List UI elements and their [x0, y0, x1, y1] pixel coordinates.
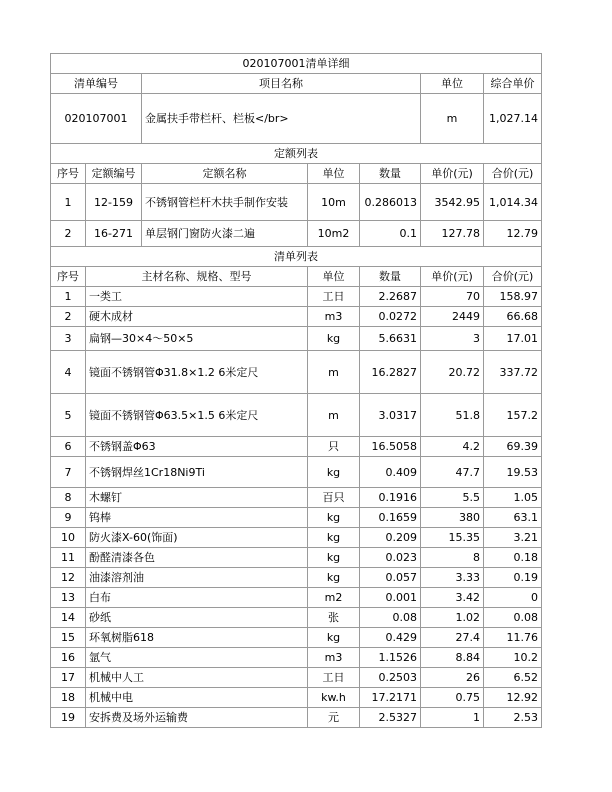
quota-row — [51, 184, 542, 221]
material-total: 11.76 — [484, 628, 542, 648]
material-seq: 4 — [51, 351, 86, 394]
material-seq: 19 — [51, 708, 86, 728]
material-price: 51.8 — [421, 394, 484, 437]
quota-total: 12.79 — [484, 221, 542, 247]
quota-section-title: 定额列表 — [51, 144, 542, 164]
material-qty: 2.2687 — [360, 287, 421, 307]
material-name: 油漆溶剂油 — [86, 568, 308, 588]
material-seq-header: 序号 — [51, 267, 86, 287]
material-unit: kg — [308, 628, 360, 648]
material-unit: m — [308, 394, 360, 437]
material-row — [51, 307, 542, 327]
material-seq: 5 — [51, 394, 86, 437]
material-qty: 0.08 — [360, 608, 421, 628]
material-row — [51, 351, 542, 394]
material-qty: 0.023 — [360, 548, 421, 568]
material-price: 0.75 — [421, 688, 484, 708]
material-price: 8 — [421, 548, 484, 568]
quota-row — [51, 221, 542, 247]
bill-name-header: 项目名称 — [142, 74, 421, 94]
material-qty: 0.429 — [360, 628, 421, 648]
material-price: 8.84 — [421, 648, 484, 668]
material-row — [51, 688, 542, 708]
bill-unit-header: 单位 — [421, 74, 484, 94]
material-price: 3 — [421, 327, 484, 351]
bill-name: 金属扶手带栏杆、栏板</br> — [142, 94, 421, 144]
bill-price-header: 综合单价 — [484, 74, 542, 94]
page-title: 020107001清单详细 — [51, 54, 542, 74]
material-name: 砂纸 — [86, 608, 308, 628]
quota-name: 不锈钢管栏杆木扶手制作安装 — [142, 184, 308, 221]
material-total: 2.53 — [484, 708, 542, 728]
material-row — [51, 488, 542, 508]
material-qty: 5.6631 — [360, 327, 421, 351]
material-total-header: 合价(元) — [484, 267, 542, 287]
quota-name: 单层钢门窗防火漆二遍 — [142, 221, 308, 247]
material-total: 337.72 — [484, 351, 542, 394]
material-name: 机械中电 — [86, 688, 308, 708]
material-unit: m2 — [308, 588, 360, 608]
material-seq: 9 — [51, 508, 86, 528]
material-seq: 8 — [51, 488, 86, 508]
material-seq: 17 — [51, 668, 86, 688]
material-qty: 0.1916 — [360, 488, 421, 508]
bill-code-header: 清单编号 — [51, 74, 142, 94]
material-total: 66.68 — [484, 307, 542, 327]
material-name: 木螺钉 — [86, 488, 308, 508]
material-seq: 2 — [51, 307, 86, 327]
material-name: 不锈钢盖Φ63 — [86, 437, 308, 457]
material-unit: kg — [308, 508, 360, 528]
material-qty: 16.2827 — [360, 351, 421, 394]
quota-code-header: 定额编号 — [86, 164, 142, 184]
quota-unit-header: 单位 — [308, 164, 360, 184]
material-total: 69.39 — [484, 437, 542, 457]
material-row — [51, 648, 542, 668]
material-name: 安拆费及场外运输费 — [86, 708, 308, 728]
material-name: 酚醛清漆各色 — [86, 548, 308, 568]
material-total: 12.92 — [484, 688, 542, 708]
material-total: 3.21 — [484, 528, 542, 548]
quota-price: 3542.95 — [421, 184, 484, 221]
material-price: 1 — [421, 708, 484, 728]
material-price: 47.7 — [421, 457, 484, 488]
quota-name-header: 定额名称 — [142, 164, 308, 184]
material-name: 不锈钢焊丝1Cr18Ni9Ti — [86, 457, 308, 488]
material-row — [51, 668, 542, 688]
material-total: 19.53 — [484, 457, 542, 488]
material-name: 环氧树脂618 — [86, 628, 308, 648]
material-row — [51, 588, 542, 608]
material-price: 5.5 — [421, 488, 484, 508]
material-qty: 0.057 — [360, 568, 421, 588]
material-name: 镜面不锈钢管Φ31.8×1.2 6米定尺 — [86, 351, 308, 394]
material-name: 钨棒 — [86, 508, 308, 528]
material-unit-header: 单位 — [308, 267, 360, 287]
material-seq: 14 — [51, 608, 86, 628]
quota-price-header: 单价(元) — [421, 164, 484, 184]
material-unit: kg — [308, 528, 360, 548]
quota-unit: 10m — [308, 184, 360, 221]
material-price: 2449 — [421, 307, 484, 327]
material-price: 15.35 — [421, 528, 484, 548]
material-price: 26 — [421, 668, 484, 688]
material-price: 1.02 — [421, 608, 484, 628]
quota-total-header: 合价(元) — [484, 164, 542, 184]
material-unit: 张 — [308, 608, 360, 628]
material-name: 镜面不锈钢管Φ63.5×1.5 6米定尺 — [86, 394, 308, 437]
bill-price: 1,027.14 — [484, 94, 542, 144]
material-unit: 元 — [308, 708, 360, 728]
material-total: 1.05 — [484, 488, 542, 508]
material-qty: 0.209 — [360, 528, 421, 548]
bill-detail-table — [50, 53, 542, 728]
bill-code: 020107001 — [51, 94, 142, 144]
material-row — [51, 528, 542, 548]
quota-qty: 0.286013 — [360, 184, 421, 221]
materials-section-row — [51, 247, 542, 267]
material-qty: 2.5327 — [360, 708, 421, 728]
material-name: 氩气 — [86, 648, 308, 668]
material-seq: 3 — [51, 327, 86, 351]
material-unit: 工日 — [308, 287, 360, 307]
quota-section-row — [51, 144, 542, 164]
materials-section-title: 清单列表 — [51, 247, 542, 267]
material-name: 机械中人工 — [86, 668, 308, 688]
material-row — [51, 508, 542, 528]
material-total: 63.1 — [484, 508, 542, 528]
quota-qty-header: 数量 — [360, 164, 421, 184]
bill-unit: m — [421, 94, 484, 144]
material-unit: 工日 — [308, 668, 360, 688]
material-name: 一类工 — [86, 287, 308, 307]
material-price-header: 单价(元) — [421, 267, 484, 287]
material-unit: m3 — [308, 648, 360, 668]
material-unit: kg — [308, 327, 360, 351]
material-seq: 15 — [51, 628, 86, 648]
material-price: 20.72 — [421, 351, 484, 394]
material-unit: m — [308, 351, 360, 394]
material-row — [51, 457, 542, 488]
material-unit: kg — [308, 548, 360, 568]
material-row — [51, 708, 542, 728]
material-qty: 17.2171 — [360, 688, 421, 708]
material-row — [51, 568, 542, 588]
material-unit: 百只 — [308, 488, 360, 508]
material-qty: 16.5058 — [360, 437, 421, 457]
material-seq: 6 — [51, 437, 86, 457]
material-row — [51, 608, 542, 628]
material-seq: 7 — [51, 457, 86, 488]
material-qty: 0.0272 — [360, 307, 421, 327]
material-price: 27.4 — [421, 628, 484, 648]
title-row — [51, 54, 542, 74]
material-seq: 1 — [51, 287, 86, 307]
quota-unit: 10m2 — [308, 221, 360, 247]
material-price: 3.42 — [421, 588, 484, 608]
material-qty: 3.0317 — [360, 394, 421, 437]
material-total: 158.97 — [484, 287, 542, 307]
quota-seq-header: 序号 — [51, 164, 86, 184]
material-row — [51, 437, 542, 457]
material-qty: 1.1526 — [360, 648, 421, 668]
material-qty: 0.001 — [360, 588, 421, 608]
material-total: 0.19 — [484, 568, 542, 588]
material-seq: 13 — [51, 588, 86, 608]
material-total: 10.2 — [484, 648, 542, 668]
material-total: 157.2 — [484, 394, 542, 437]
material-unit: kg — [308, 457, 360, 488]
material-row — [51, 628, 542, 648]
material-total: 0 — [484, 588, 542, 608]
material-unit: 只 — [308, 437, 360, 457]
material-name: 防火漆X-60(饰面) — [86, 528, 308, 548]
material-row — [51, 287, 542, 307]
quota-price: 127.78 — [421, 221, 484, 247]
material-seq: 18 — [51, 688, 86, 708]
quota-code: 16-271 — [86, 221, 142, 247]
quota-seq: 2 — [51, 221, 86, 247]
quota-header-row — [51, 164, 542, 184]
quota-total: 1,014.34 — [484, 184, 542, 221]
material-price: 70 — [421, 287, 484, 307]
material-unit: m3 — [308, 307, 360, 327]
quota-seq: 1 — [51, 184, 86, 221]
quota-code: 12-159 — [86, 184, 142, 221]
material-row — [51, 394, 542, 437]
material-price: 3.33 — [421, 568, 484, 588]
material-seq: 16 — [51, 648, 86, 668]
material-unit: kw.h — [308, 688, 360, 708]
material-row — [51, 327, 542, 351]
materials-header-row — [51, 267, 542, 287]
material-seq: 11 — [51, 548, 86, 568]
material-seq: 12 — [51, 568, 86, 588]
material-row — [51, 548, 542, 568]
material-unit: kg — [308, 568, 360, 588]
material-name: 扁钢—30×4～50×5 — [86, 327, 308, 351]
material-name: 白布 — [86, 588, 308, 608]
material-price: 4.2 — [421, 437, 484, 457]
material-total: 0.18 — [484, 548, 542, 568]
material-name: 硬木成材 — [86, 307, 308, 327]
material-total: 6.52 — [484, 668, 542, 688]
material-qty: 0.409 — [360, 457, 421, 488]
material-seq: 10 — [51, 528, 86, 548]
material-name-header: 主材名称、规格、型号 — [86, 267, 308, 287]
bill-row — [51, 94, 542, 144]
bill-header-row — [51, 74, 542, 94]
material-price: 380 — [421, 508, 484, 528]
quota-qty: 0.1 — [360, 221, 421, 247]
material-total: 17.01 — [484, 327, 542, 351]
material-qty-header: 数量 — [360, 267, 421, 287]
material-qty: 0.2503 — [360, 668, 421, 688]
material-total: 0.08 — [484, 608, 542, 628]
material-qty: 0.1659 — [360, 508, 421, 528]
